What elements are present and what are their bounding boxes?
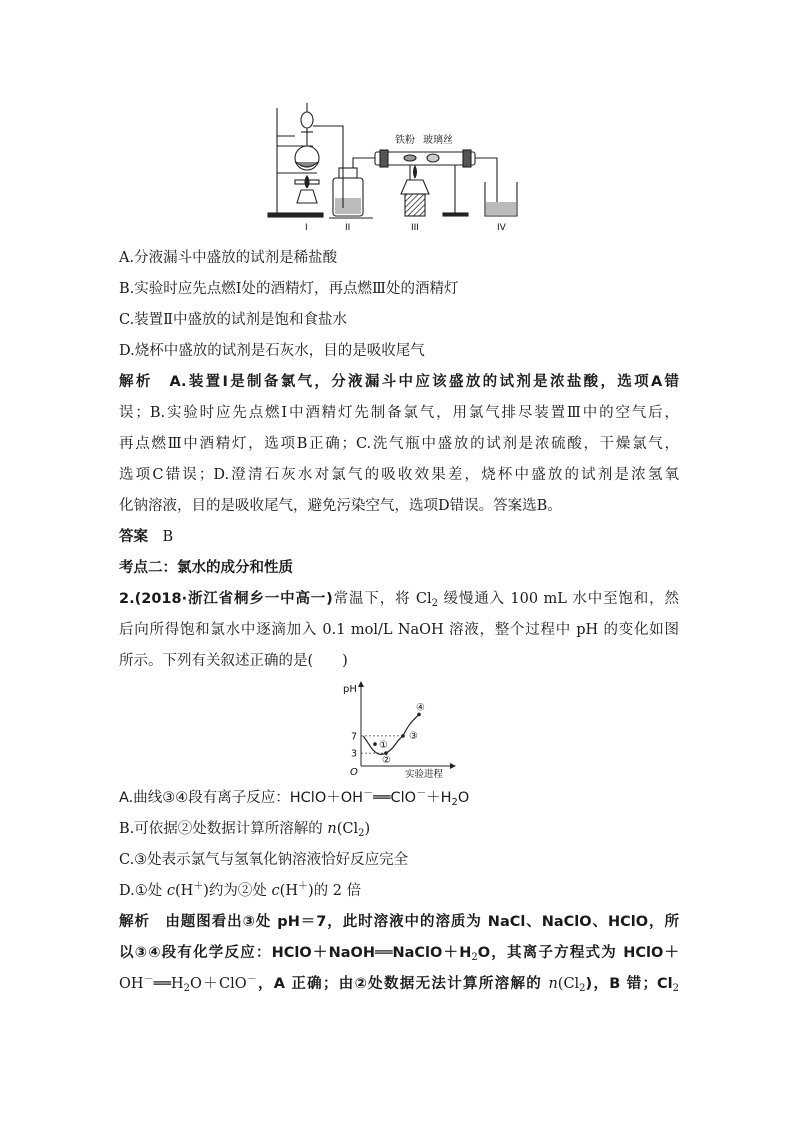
q2-a-3: ＋H <box>426 790 452 806</box>
q2-a-1: A.曲线③④段有离子反应：HClO＋OH <box>119 790 364 806</box>
q1-analysis-line-3: 再点燃Ⅲ中酒精灯，选项B正确；C.洗气瓶中盛放的试剂是浓硫酸，干燥氯气， <box>119 436 679 452</box>
apparatus-diagram <box>265 98 530 233</box>
q2-d-c1: c <box>166 883 175 899</box>
q2-analysis-3sup: － <box>143 974 154 985</box>
q2-b-2: (Cl <box>336 821 359 837</box>
q1-answer-value: B <box>162 529 174 545</box>
point-label-1: ① <box>379 740 388 752</box>
q2-d-4: (H <box>279 883 298 899</box>
q2-d-c2: c <box>271 883 280 899</box>
q1-analysis-line-5: 化钠溶液，目的是吸收尾气，避免污染空气，选项D错误。答案选B。 <box>119 498 562 514</box>
point-label-2: ② <box>382 755 391 767</box>
roman-3: III <box>411 223 419 233</box>
q2-analysis-3sup2: － <box>246 974 257 985</box>
q2-analysis-1: 由题图看出③处 pH＝7，此时溶液中的溶质为 NaCl、NaClO、HClO，所 <box>165 914 679 930</box>
y-tick-label-7: 7 <box>351 731 358 743</box>
q2-source: 2.(2018·浙江省桐乡一中高一) <box>119 591 333 607</box>
q1-option-b: B.实验时应先点燃Ⅰ处的酒精灯，再点燃Ⅲ处的酒精灯 <box>119 281 459 297</box>
q2-b-n: n <box>327 821 337 837</box>
q2-analysis-3sub3: 2 <box>672 983 679 994</box>
roman-4: IV <box>497 223 506 233</box>
point-label-4: ④ <box>416 702 425 714</box>
q1-analysis-line-4: 选项C错误；D.澄清石灰水对氯气的吸收效果差，烧杯中盛放的试剂是浓氢氧 <box>119 467 679 483</box>
section-heading: 考点二：氯水的成分和性质 <box>119 560 293 576</box>
q1-option-a: A.分液漏斗中盛放的试剂是稀盐酸 <box>119 250 338 266</box>
point-1 <box>373 742 377 746</box>
q2-analysis-3sub: 2 <box>183 983 191 994</box>
q2-option-c: C.③处表示氯气与氢氧化钠溶液恰好反应完全 <box>119 852 409 868</box>
q2-analysis-line-2 <box>119 943 679 963</box>
q2-analysis-line-3 <box>119 974 679 994</box>
y-tick-label-3: 3 <box>351 748 358 760</box>
q2-analysis-3sub2: 2 <box>579 983 586 994</box>
q2-d-sup1: ＋ <box>193 881 204 892</box>
q1-answer-label: 答案 <box>119 529 148 545</box>
x-axis-label: 实验进程 <box>405 769 444 780</box>
q2-b-1: B.可依据②处数据计算所溶解的 <box>119 821 328 837</box>
q2-a-4: O <box>457 790 470 806</box>
q1-analysis-line-1 <box>119 372 679 392</box>
q1-analysis-heading: 解析 <box>119 374 153 390</box>
q2-b-sub: 2 <box>358 828 365 839</box>
q1-analysis-line-2: 误；B.实验时应先点燃Ⅰ中酒精灯先制备氯气，用氯气排尽装置Ⅲ中的空气后， <box>119 405 679 421</box>
point-3 <box>401 734 405 738</box>
q1-analysis-text-1: A.装置Ⅰ是制备氯气，分液漏斗中应该盛放的试剂是浓盐酸，选项A错 <box>169 374 680 390</box>
q2-d-sup2: ＋ <box>297 881 308 892</box>
q2-analysis-3n: n <box>548 976 558 992</box>
q2-option-a <box>119 788 469 808</box>
q2-d-5: )的 2 倍 <box>307 883 362 899</box>
q2-analysis-2b: O，其离子方程式为 HClO＋ <box>477 945 679 961</box>
origin-label: O <box>350 767 358 778</box>
q2-a-2: ══ClO <box>373 790 417 806</box>
q2-stem-line-1 <box>119 589 679 609</box>
y-axis-label: pH <box>343 684 357 695</box>
point-label-3: ③ <box>409 730 418 742</box>
q2-stem-line-3: 所示。下列有关叙述正确的是( ) <box>119 653 348 669</box>
q1-answer <box>119 527 173 547</box>
q2-stem-sub: 2 <box>431 598 439 609</box>
q2-d-2: (H <box>174 883 194 899</box>
roman-1: I <box>305 223 308 233</box>
q2-analysis-3a: OH <box>119 976 144 992</box>
q2-stem-1b: 常温下，将 Cl <box>332 591 432 607</box>
q2-stem-line-2: 后向所得饱和氯水中逐滴加入 0.1 mol/L NaOH 溶液，整个过程中 pH 的变化如图 <box>119 622 679 638</box>
q2-option-b <box>119 819 370 839</box>
q2-option-d <box>119 881 361 901</box>
q2-a-sub: 2 <box>451 797 458 808</box>
q2-a-sup2: － <box>416 788 427 799</box>
label-glass: 玻璃丝 <box>423 135 453 146</box>
q2-analysis-3c: O＋ClO <box>190 976 247 992</box>
q2-analysis-heading: 解析 <box>119 914 150 930</box>
roman-2: II <box>345 223 351 233</box>
q2-analysis-2a: 以③④段有化学反应：HClO＋NaOH══NaClO＋H <box>119 945 472 961</box>
q2-d-1: D.①处 <box>119 883 167 899</box>
q2-analysis-3e: (Cl <box>557 976 580 992</box>
q2-d-3: )约为②处 <box>203 883 272 899</box>
q1-option-c: C.装置Ⅱ中盛放的试剂是饱和食盐水 <box>119 312 348 328</box>
q2-analysis-3b: ══H <box>153 976 184 992</box>
q2-analysis-3f: )，B 错；Cl <box>585 976 673 992</box>
q2-stem-1c: 缓慢通入 100 mL 水中至饱和，然 <box>438 591 680 607</box>
q1-option-d: D.烧杯中盛放的试剂是石灰水，目的是吸收尾气 <box>119 343 425 359</box>
q2-analysis-line-1 <box>119 912 679 932</box>
q2-a-sup1: － <box>363 788 374 799</box>
label-iron: 铁粉 <box>395 135 415 146</box>
ph-chart <box>333 678 463 780</box>
q2-analysis-3d: ，A 正确；由②处数据无法计算所溶解的 <box>256 976 549 992</box>
q2-b-3: ) <box>364 821 371 837</box>
q2-analysis-2sub: 2 <box>471 952 478 963</box>
